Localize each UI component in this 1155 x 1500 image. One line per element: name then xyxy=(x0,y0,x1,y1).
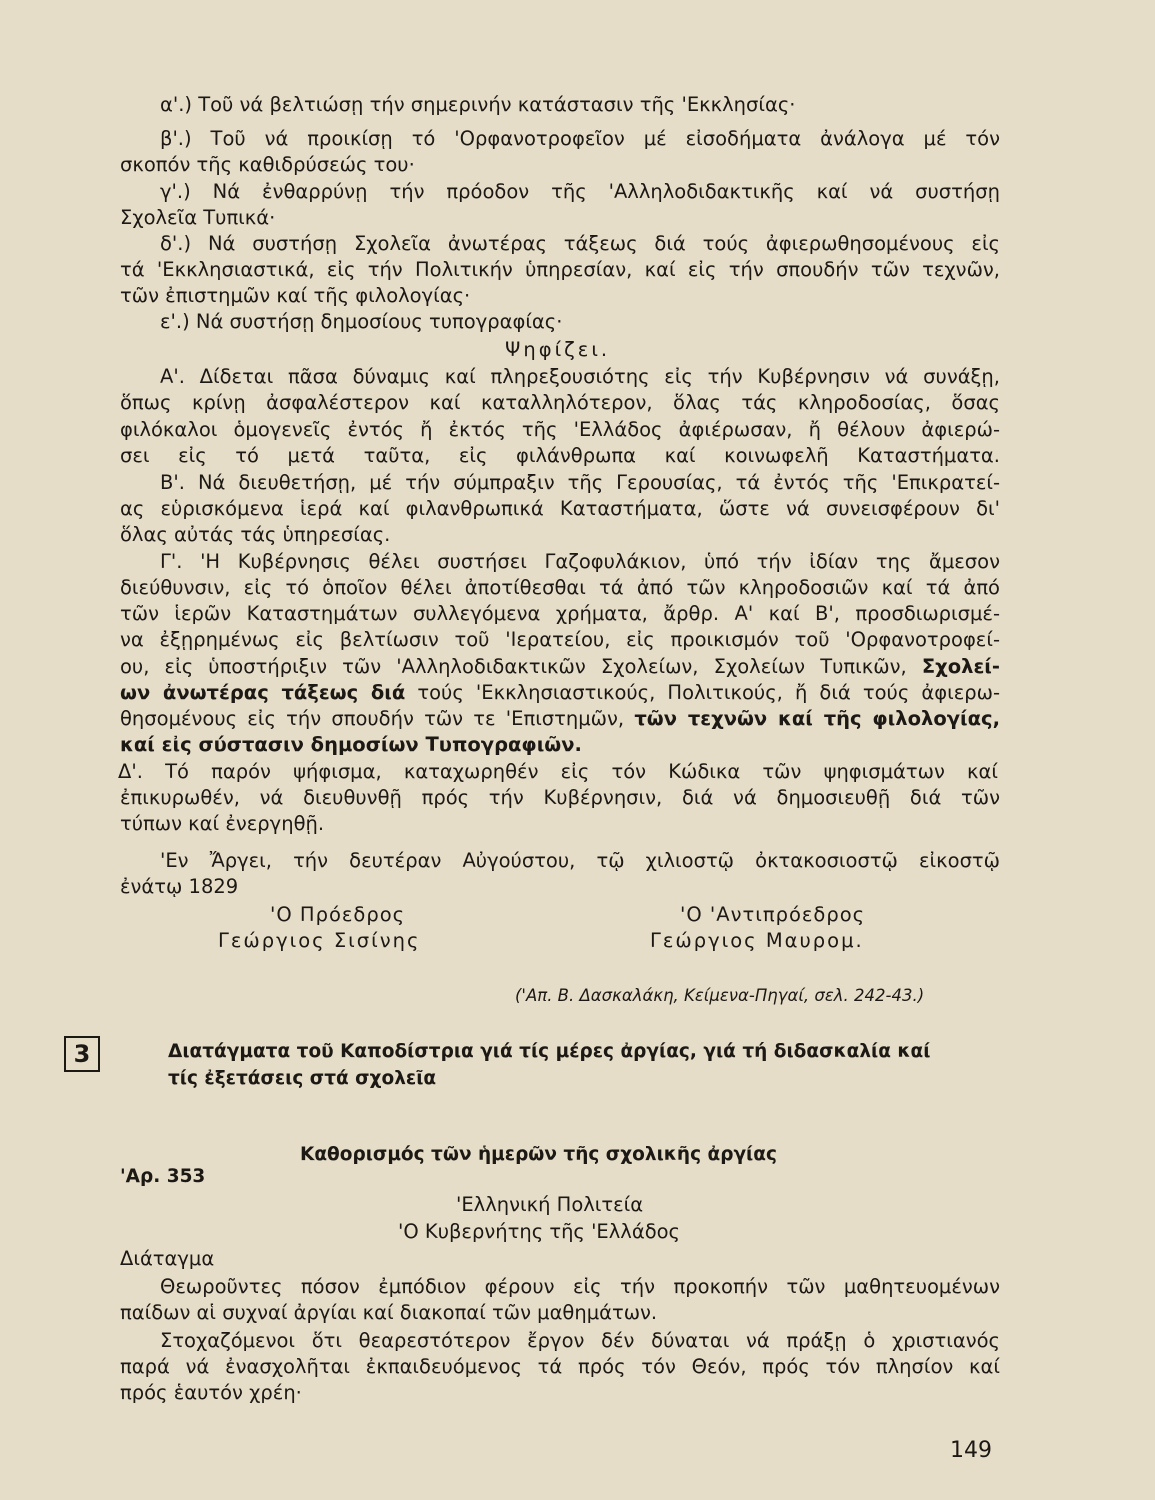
text-segment: ου, εἰς ὑποστήριξιν τῶν 'Αλληλοδιδακτικῶν Σχολείων, Σχολείων Τυπικῶν, xyxy=(120,655,922,678)
text-segment: θησομένους εἰς τήν σπουδήν τῶν τε 'Επιστημῶν, xyxy=(120,707,635,730)
section-number-box: 3 xyxy=(64,1036,100,1072)
text-line: Α'. Δίδεται πᾶσα δύναμις καί πληρεξουσιότης εἰς τήν Κυβέρνησιν νά συνάξῃ, xyxy=(160,365,1000,388)
text-line: πρός ἑαυτόν χρέη· xyxy=(120,1381,302,1404)
text-line: τύπων καί ἐνεργηθῇ. xyxy=(120,812,325,835)
decree-subtitle: Καθορισμός τῶν ἡμερῶν τῆς σχολικῆς ἀργίας xyxy=(300,1144,777,1165)
president-name: Γεώργιος Σισίνης xyxy=(218,929,421,952)
text-segment: τούς 'Εκκλησιαστικούς, Πολιτικούς, ἤ διά τούς ἀφιερω- xyxy=(405,681,1000,704)
text-line: καί εἰς σύστασιν δημοσίων Τυπογραφιῶν. xyxy=(120,733,582,756)
text-line: Θεωροῦντες πόσον ἐμπόδιον φέρουν εἰς τήν προκοπήν τῶν μαθητευομένων xyxy=(160,1275,1000,1298)
text-line: δ'.) Νά συστήσῃ Σχολεῖα ἀνωτέρας τάξεως διά τούς ἀφιερωθησομένους εἰς xyxy=(160,232,1000,255)
text-line: Σχολεῖα Τυπικά· xyxy=(120,206,276,229)
bold-segment: τῶν τεχνῶν καί τῆς φιλολογίας, xyxy=(634,707,1000,730)
decree-governor: 'Ο Κυβερνήτης τῆς 'Ελλάδος xyxy=(398,1220,680,1243)
text-line: ἐπικυρωθέν, νά διευθυνθῇ πρός τήν Κυβέρνησιν, διά νά δημοσιευθῇ διά τῶν xyxy=(120,786,1000,809)
text-line: ἐνάτῳ 1829 xyxy=(120,875,239,898)
citation: ('Απ. Β. Δασκαλάκη, Κείμενα-Πηγαί, σελ. 242-43.) xyxy=(515,986,925,1005)
president-title: 'Ο Πρόεδρος xyxy=(270,903,406,926)
text-line: ὅλας αὐτάς τάς ὑπηρεσίας. xyxy=(120,523,391,546)
text-line: α'.) Τοῦ νά βελτιώσῃ τήν σημερινήν κατάστασιν τῆς 'Εκκλησίας· xyxy=(160,93,796,116)
decree-heading: Διάταγμα xyxy=(120,1247,215,1270)
text-line: παρά νά ἐνασχολῆται ἐκπαιδευόμενος τά πρός τόν Θεόν, πρός τόν πλησίον καί xyxy=(120,1355,1000,1378)
text-line: σκοπόν τῆς καθιδρύσεώς του· xyxy=(120,153,415,176)
section-title-line: Διατάγματα τοῦ Καποδίστρια γιά τίς μέρες ἀργίας, γιά τή διδασκαλία καί xyxy=(168,1041,931,1062)
text-line: β'.) Τοῦ νά προικίσῃ τό 'Ορφανοτροφεῖον μέ εἰσοδήματα ἀνάλογα μέ τόν xyxy=(160,127,1000,150)
text-line: γ'.) Νά ἐνθαρρύνῃ τήν πρόοδον τῆς 'Αλληλοδιδακτικῆς καί νά συστήσῃ xyxy=(160,180,1000,203)
text-line xyxy=(120,707,1000,731)
decree-state: 'Ελληνική Πολιτεία xyxy=(456,1193,644,1216)
text-line: Β'. Νά διευθετήσῃ, μέ τήν σύμπραξιν τῆς Γερουσίας, τά ἐντός τῆς 'Επικρατεί- xyxy=(160,471,1000,494)
text-line: τῶν ἐπιστημῶν καί τῆς φιλολογίας· xyxy=(120,284,471,307)
text-line: Στοχαζόμενοι ὅτι θεαρεστότερον ἔργον δέν δύναται νά πράξῃ ὁ χριστιανός xyxy=(160,1329,1000,1352)
text-line xyxy=(120,655,1000,679)
text-line: Γ'. 'Η Κυβέρνησις θέλει συστήσει Γαζοφυλάκιον, ὑπό τήν ἰδίαν της ἄμεσον xyxy=(160,550,1000,573)
text-line: Δ'. Τό παρόν ψήφισμα, καταχωρηθέν εἰς τόν Κώδικα τῶν ψηφισμάτων καί xyxy=(118,760,998,783)
text-line: να ἐξῃρημένως εἰς βελτίωσιν τοῦ 'Ιερατείου, εἰς προικισμόν τοῦ 'Ορφανοτροφεί- xyxy=(120,628,1000,651)
text-line: φιλόκαλοι ὁμογενεῖς ἐντός ἤ ἐκτός τῆς 'Ελλάδος ἀφιέρωσαν, ἤ θέλουν ἀφιερώ- xyxy=(120,418,1000,441)
bold-segment: ων ἀνωτέρας τάξεως διά xyxy=(120,681,406,704)
decision-word: Ψηφίζει. xyxy=(505,338,611,361)
decree-number: 'Αρ. 353 xyxy=(120,1166,206,1187)
bold-segment: Σχολεί- xyxy=(921,655,1000,678)
page-number: 149 xyxy=(950,1438,992,1463)
text-line: τά 'Εκκλησιαστικά, εἰς τήν Πολιτικήν ὑπηρεσίαν, καί εἰς τήν σπουδήν τῶν τεχνῶν, xyxy=(120,258,1000,281)
text-line: σει εἰς τό μετά ταῦτα, εἰς φιλάνθρωπα καί κοινωφελῆ Καταστήματα. xyxy=(120,444,1000,467)
text-line xyxy=(120,681,1000,705)
vice-president-name: Γεώργιος Μαυρομ. xyxy=(650,929,864,952)
text-line: διεύθυνσιν, εἰς τό ὁποῖον θέλει ἀποτίθεσθαι τά ἀπό τῶν κληροδοσιῶν καί τά ἀπό xyxy=(120,576,1000,599)
text-line: παίδων αἱ συχναί ἀργίαι καί διακοπαί τῶν μαθημάτων. xyxy=(120,1301,658,1324)
text-line: ας εὑρισκόμενα ἱερά καί φιλανθρωπικά Καταστήματα, ὥστε νά συνεισφέρουν δι' xyxy=(120,497,1000,520)
text-line: τῶν ἱερῶν Καταστημάτων συλλεγόμενα χρήματα, ἄρθρ. Α' καί Β', προσδιωρισμέ- xyxy=(120,602,1000,625)
vice-president-title: 'Ο 'Αντιπρόεδρος xyxy=(680,903,866,926)
text-line: ὅπως κρίνῃ ἀσφαλέστερον καί καταλληλότερον, ὅλας τάς κληροδοσίας, ὅσας xyxy=(120,391,1000,414)
text-line: 'Εν Ἄργει, τήν δευτέραν Αὐγούστου, τῷ χιλιοστῷ ὀκτακοσιοστῷ εἰκοστῷ xyxy=(160,849,1000,872)
text-line: ε'.) Νά συστήσῃ δημοσίους τυπογραφίας· xyxy=(160,310,563,333)
section-title-line: τίς ἐξετάσεις στά σχολεῖα xyxy=(168,1068,437,1089)
